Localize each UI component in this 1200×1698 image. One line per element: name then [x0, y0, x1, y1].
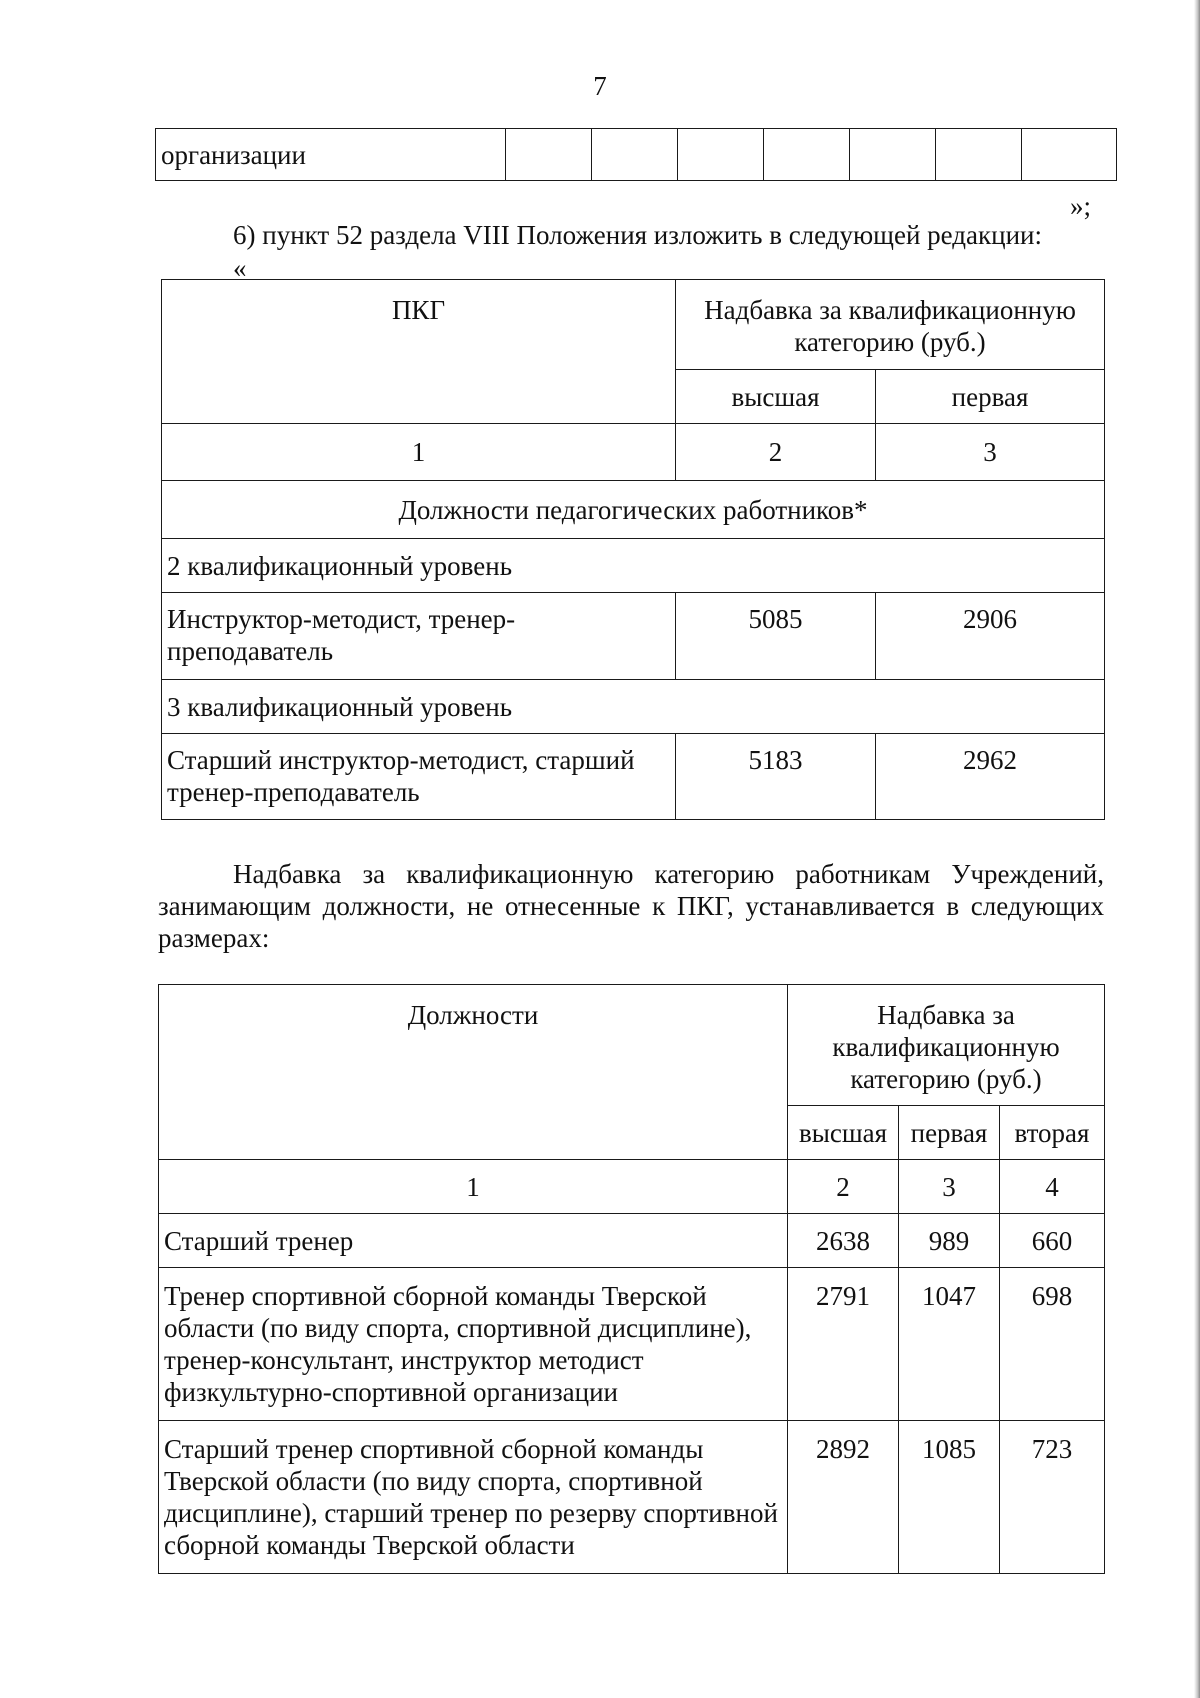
- value-first: 2906: [876, 593, 1105, 680]
- column-number: 2: [788, 1160, 899, 1214]
- opening-quote: «: [233, 253, 247, 283]
- column-number: 1: [162, 424, 676, 481]
- table-cell-empty: [936, 129, 1022, 181]
- value-highest: 2791: [788, 1268, 899, 1421]
- subheader-first: первая: [899, 1106, 1000, 1160]
- subheader-first: первая: [876, 370, 1105, 424]
- item-text: 6) пункт 52 раздела VIII Положения изложить в следующей редакции:: [233, 220, 1042, 250]
- position-name: Инструктор-методист, тренер-преподаватель: [162, 593, 676, 680]
- position-name: Старший инструктор-методист, старший тренер-преподаватель: [162, 734, 676, 820]
- subheader-highest: высшая: [788, 1106, 899, 1160]
- level-label: 2 квалификационный уровень: [162, 539, 1105, 593]
- column-number: 3: [876, 424, 1105, 481]
- header-pkg: ПКГ: [162, 280, 676, 424]
- table-cell-empty: [678, 129, 764, 181]
- value-highest: 2638: [788, 1214, 899, 1268]
- table-cell-empty: [850, 129, 936, 181]
- subheader-highest: высшая: [676, 370, 876, 424]
- value-highest: 5085: [676, 593, 876, 680]
- value-first: 989: [899, 1214, 1000, 1268]
- position-name: Тренер спортивной сборной команды Тверской области (по виду спорта, спортивной дисциплине), тренер-консультант, инструктор методист физкультурно-спортивной организации: [159, 1268, 788, 1421]
- value-second: 660: [1000, 1214, 1105, 1268]
- table-cell-empty: [506, 129, 592, 181]
- level-label: 3 квалификационный уровень: [162, 680, 1105, 734]
- value-second: 723: [1000, 1421, 1105, 1574]
- table-cell: организации: [156, 129, 506, 181]
- value-highest: 2892: [788, 1421, 899, 1574]
- value-first: 1085: [899, 1421, 1000, 1574]
- value-highest: 5183: [676, 734, 876, 820]
- value-second: 698: [1000, 1268, 1105, 1421]
- column-number: 2: [676, 424, 876, 481]
- closing-quote: »;: [1070, 191, 1092, 221]
- table-cell-empty: [592, 129, 678, 181]
- value-first: 1047: [899, 1268, 1000, 1421]
- continued-table: [155, 128, 1117, 181]
- scan-edge-shadow: [1194, 0, 1200, 1698]
- column-number: 3: [899, 1160, 1000, 1214]
- position-name: Старший тренер: [159, 1214, 788, 1268]
- body-paragraph: Надбавка за квалификационную категорию работникам Учреждений, занимающим должности, не отнесенные к ПКГ, устанавливается в следующих размерах:: [158, 859, 1104, 953]
- table-cell-empty: [764, 129, 850, 181]
- position-name: Старший тренер спортивной сборной команды Тверской области (по виду спорта, спортивной дисциплине), старший тренер по резерву спортивной сборной команды Тверской области: [159, 1421, 788, 1574]
- value-first: 2962: [876, 734, 1105, 820]
- page-number: 7: [593, 71, 607, 101]
- pkg-table: [161, 279, 1105, 820]
- section-title: Должности педагогических работников*: [162, 481, 1105, 539]
- header-bonus: Надбавка за квалификационную категорию (руб.): [676, 280, 1105, 370]
- subheader-second: вторая: [1000, 1106, 1105, 1160]
- column-number: 1: [159, 1160, 788, 1214]
- column-number: 4: [1000, 1160, 1105, 1214]
- positions-table: [158, 984, 1105, 1574]
- header-positions: Должности: [159, 985, 788, 1160]
- header-bonus: Надбавка за квалификационную категорию (руб.): [788, 985, 1105, 1106]
- table-cell-empty: [1022, 129, 1117, 181]
